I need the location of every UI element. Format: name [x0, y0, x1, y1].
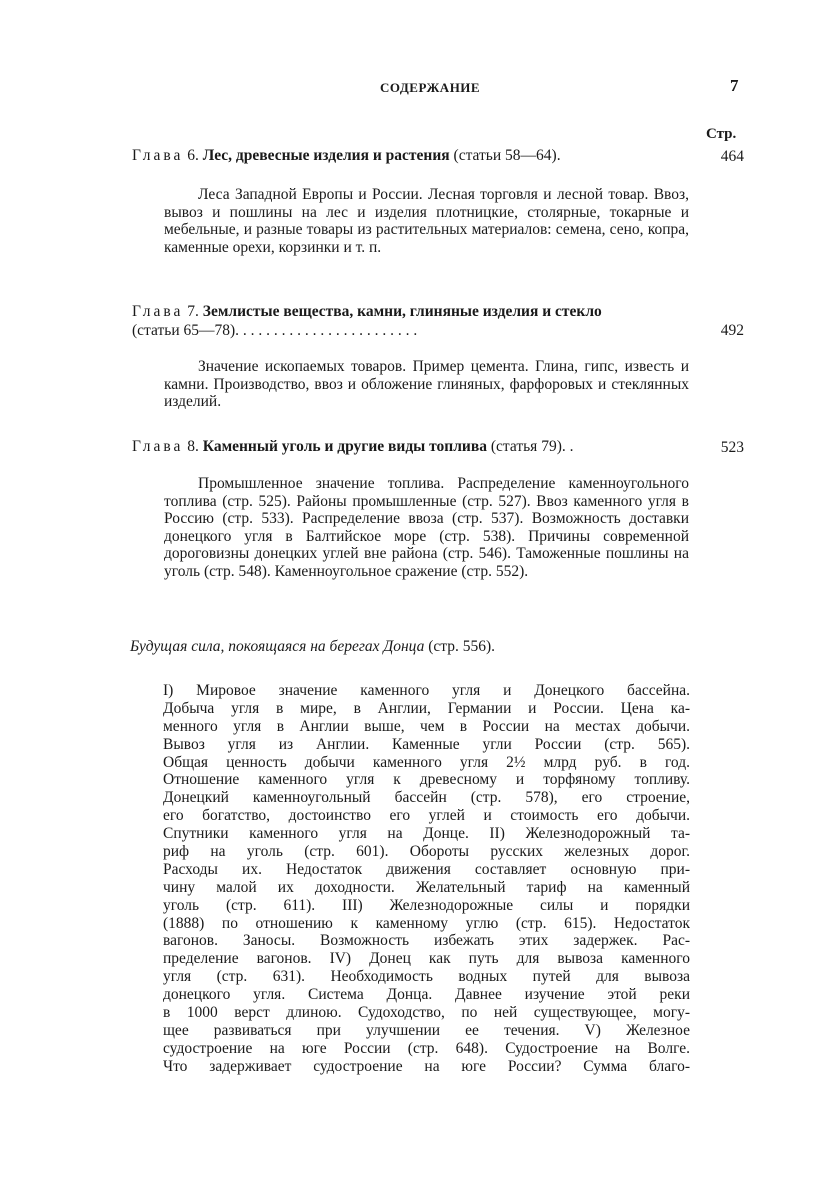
- summary-line: судостроение на юге России (стр. 648). Судостроение на Волге.: [163, 1039, 690, 1057]
- summary-line: Расходы их. Недостаток движения составляет основную при-: [163, 860, 690, 878]
- chapter-number: 7.: [187, 303, 199, 320]
- summary-line: донецкого угля. Система Донца. Давнее изучение этой реки: [163, 986, 690, 1004]
- chapter-prefix: Глава: [132, 147, 184, 164]
- page-number: 7: [730, 76, 739, 95]
- summary-line: (1888) по отношению к каменному углю (стр. 615). Недостаток: [163, 914, 690, 932]
- summary-line: Отношение каменного угля к древесному и торфяному топливу.: [163, 771, 690, 789]
- chapter-number: 8.: [187, 438, 199, 455]
- chapter-number: 6.: [187, 147, 199, 164]
- summary-line: Что задерживает судостроение на юге России? Сумма благо-: [163, 1057, 690, 1075]
- summary-line: щее развиваться при улучшении ее течения. V) Железное: [163, 1021, 690, 1039]
- summary-line: менного угля в Англии выше, чем в России на местах добычи.: [163, 717, 690, 735]
- summary-line: I) Мировое значение каменного угля и Донецкого бассейна.: [163, 682, 690, 699]
- chapter-7-title: [132, 302, 712, 321]
- summary-line: Донецкий каменноугольный бассейн (стр. 578), его строение,: [163, 789, 690, 807]
- summary-line: Спутники каменного угля на Донце. II) Железнодорожный та-: [163, 825, 690, 843]
- summary-line: Общая ценность добычи каменного угля 2½ млрд руб. в год.: [163, 753, 690, 771]
- running-title: СОДЕРЖАНИЕ: [380, 80, 481, 95]
- summary-line: вагонов. Заносы. Возможность избежать этих задержек. Рас-: [163, 932, 690, 950]
- chapter-title-text: Каменный уголь и другие виды топлива: [202, 438, 487, 455]
- chapter-prefix: Глава: [132, 303, 184, 320]
- chapter-title-text: Землистые вещества, камни, глиняные изделия и стекло: [202, 303, 602, 320]
- chapter-8-page: 523: [720, 439, 744, 456]
- summary-line: в 1000 верст длиною. Судоходство, по ней существующее, могу-: [163, 1004, 690, 1022]
- section-title-text: Будущая сила, покоящаяся на берегах Донца: [130, 638, 425, 655]
- section-summary: [163, 682, 690, 1076]
- chapter-articles: (статья 79). .: [490, 438, 574, 455]
- summary-line: Вывоз угля из Англии. Каменные угли России (стр. 565).: [163, 735, 690, 753]
- page-column-label: Стр.: [706, 126, 737, 142]
- summary-line: пределение вагонов. IV) Донец как путь для вывоза каменного: [163, 950, 690, 968]
- section-page-ref: (стр. 556).: [428, 638, 496, 655]
- chapter-articles: (статьи 58—64).: [453, 147, 561, 164]
- chapter-articles: (статьи 65—78). . . . . . . . . . . . . . . . . . . . . . . .: [132, 322, 418, 339]
- chapter-prefix: Глава: [132, 438, 184, 455]
- chapter-6-page: 464: [720, 148, 744, 165]
- chapter-6-title: [132, 146, 712, 165]
- summary-line: чину малой их доходности. Желательный тариф на каменный: [163, 878, 690, 896]
- chapter-6-summary: Леса Западной Европы и России. Лесная торговля и лесной товар. Ввоз, вывоз и пошлины на лес и изделия плотницкие, столярные, токарные и мебельные, и разные товары из растительных материалов: семена, сено, копра, каменные орехи, корзинки и т. п.: [164, 186, 689, 256]
- chapter-7-summary: Значение ископаемых товаров. Пример цемента. Глина, гипс, известь и камни. Производство, ввоз и обложение глиняных, фарфоровых и стеклянных изделий.: [164, 358, 689, 411]
- summary-line: его богатство, достоинство его углей и стоимость его добычи.: [163, 807, 690, 825]
- summary-line: угля (стр. 631). Необходимость водных путей для вывоза: [163, 968, 690, 986]
- chapter-8-summary: Промышленное значение топлива. Распределение каменноугольного топлива (стр. 525). Районы промышленные (стр. 527). Ввоз каменного угля в Россию (стр. 533). Распределение ввоза (стр. 537). Возможность доставки донецкого угля в Балтийское море (стр. 538). Причины современной дороговизны донецких углей вне района (стр. 546). Таможенные пошлины на уголь (стр. 548). Каменноугольное сражение (стр. 552).: [164, 475, 689, 580]
- summary-line: уголь (стр. 611). III) Железнодорожные силы и порядки: [163, 896, 690, 914]
- section-title: [130, 638, 495, 656]
- summary-line: Добыча угля в мире, в Англии, Германии и России. Цена ка-: [163, 699, 690, 717]
- chapter-7-page: 492: [720, 322, 744, 339]
- chapter-title-text: Лес, древесные изделия и растения: [202, 147, 450, 164]
- chapter-7-articles-line: [132, 321, 712, 340]
- chapter-8-title: [132, 437, 712, 456]
- summary-line: риф на уголь (стр. 601). Обороты русских железных дорог.: [163, 843, 690, 861]
